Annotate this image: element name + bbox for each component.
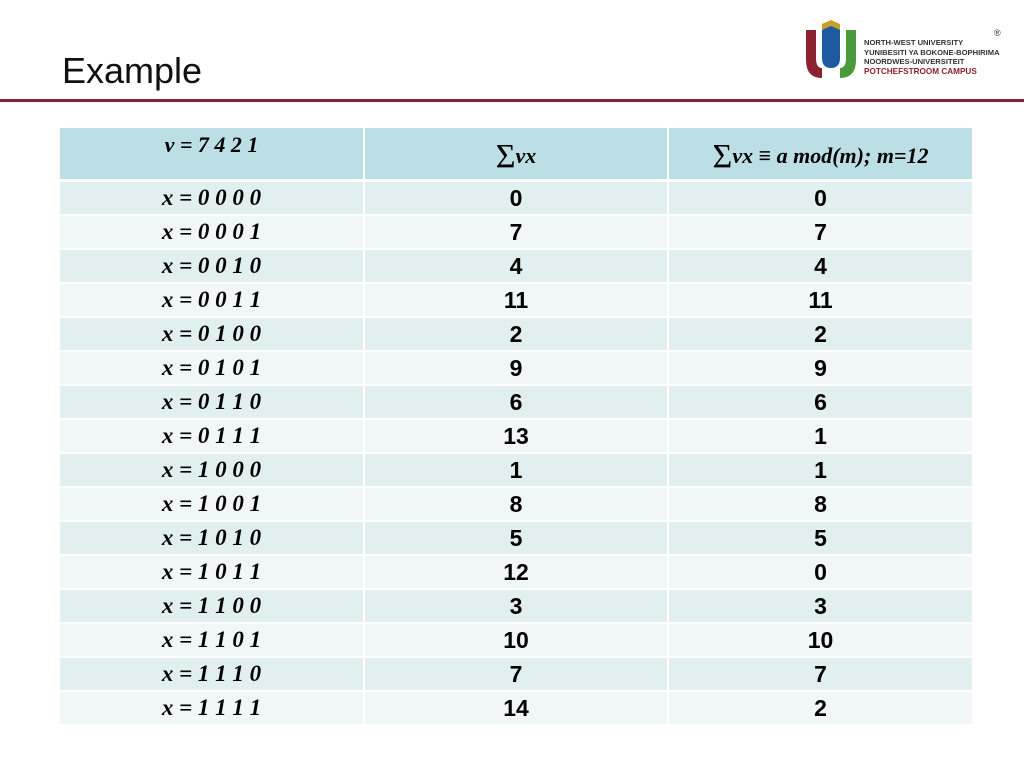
sigma-symbol: Σ [495,138,516,175]
table-row [60,215,972,249]
header-v [60,128,364,181]
mod-value-cell: 2 [668,691,972,725]
header-sum [364,128,668,181]
x-value-cell: x = 0 0 1 0 [60,249,364,283]
table-row [60,419,972,453]
sum-value-cell: 12 [364,555,668,589]
slide-title: Example [62,50,203,91]
sum-value-cell: 10 [364,623,668,657]
university-logo [802,20,1017,86]
sigma-symbol: Σ [712,138,733,175]
sum-value-cell: 13 [364,419,668,453]
title-divider [0,99,1024,102]
sum-value-cell: 3 [364,589,668,623]
x-value-cell: x = 0 1 0 1 [60,351,364,385]
sum-value-cell: 0 [364,181,668,216]
table-row [60,249,972,283]
mod-value-cell: 0 [668,181,972,216]
nwu-logo-icon [802,20,860,82]
x-value-cell: x = 1 0 1 1 [60,555,364,589]
table-row [60,555,972,589]
mod-value-cell: 11 [668,283,972,317]
registered-mark: ® [994,28,1001,38]
mod-value-cell: 0 [668,555,972,589]
mod-value-cell: 9 [668,351,972,385]
sum-value-cell: 4 [364,249,668,283]
mod-value-cell: 6 [668,385,972,419]
sum-value-cell: 8 [364,487,668,521]
mod-value-cell: 1 [668,419,972,453]
x-value-cell: x = 1 0 1 0 [60,521,364,555]
table-row [60,487,972,521]
x-value-cell: x = 1 1 0 0 [60,589,364,623]
sum-value-cell: 14 [364,691,668,725]
table-row [60,691,972,725]
x-value-cell: x = 0 0 1 1 [60,283,364,317]
mod-value-cell: 4 [668,249,972,283]
x-value-cell: x = 0 0 0 1 [60,215,364,249]
table-row [60,453,972,487]
sum-value-cell: 2 [364,317,668,351]
mod-value-cell: 7 [668,215,972,249]
x-value-cell: x = 0 1 1 0 [60,385,364,419]
mod-value-cell: 8 [668,487,972,521]
x-value-cell: x = 1 0 0 0 [60,453,364,487]
sum-value-cell: 7 [364,657,668,691]
x-value-cell: x = 1 1 1 0 [60,657,364,691]
table-row [60,351,972,385]
mod-value-cell: 3 [668,589,972,623]
sum-value-cell: 11 [364,283,668,317]
x-value-cell: x = 1 1 0 1 [60,623,364,657]
header-mod [668,128,972,181]
mod-value-cell: 2 [668,317,972,351]
header-mod-label [669,128,972,176]
mod-value-cell: 10 [668,623,972,657]
table-header-row [60,128,972,181]
logo-line-3: NOORDWES-UNIVERSITEIT [864,57,965,66]
mod-value-cell: 7 [668,657,972,691]
header-sum-label [365,128,667,176]
table-row [60,317,972,351]
logo-text [864,38,1000,76]
sum-value-cell: 6 [364,385,668,419]
logo-line-1: NORTH-WEST UNIVERSITY [864,38,964,47]
table-row [60,623,972,657]
sum-value-cell: 7 [364,215,668,249]
sum-value-cell: 1 [364,453,668,487]
table-row [60,181,972,216]
x-value-cell: x = 0 1 0 0 [60,317,364,351]
header-v-label: v = 7 4 2 1 [164,132,259,157]
sum-value-cell: 5 [364,521,668,555]
table-row [60,657,972,691]
mod-value-cell: 1 [668,453,972,487]
x-value-cell: x = 1 1 1 1 [60,691,364,725]
sum-value-cell: 9 [364,351,668,385]
table-body [60,181,972,726]
table-row [60,589,972,623]
logo-campus: POTCHEFSTROOM CAMPUS [864,66,977,76]
example-table [60,128,972,726]
table-row [60,521,972,555]
table-row [60,385,972,419]
table-row [60,283,972,317]
mod-value-cell: 5 [668,521,972,555]
x-value-cell: x = 0 1 1 1 [60,419,364,453]
header-sum-text: vx [515,143,537,168]
x-value-cell: x = 0 0 0 0 [60,181,364,216]
logo-line-2: YUNIBESITI YA BOKONE-BOPHIRIMA [864,47,1000,57]
x-value-cell: x = 1 0 0 1 [60,487,364,521]
header-mod-text: vx ≡ a mod(m); m=12 [732,143,929,168]
